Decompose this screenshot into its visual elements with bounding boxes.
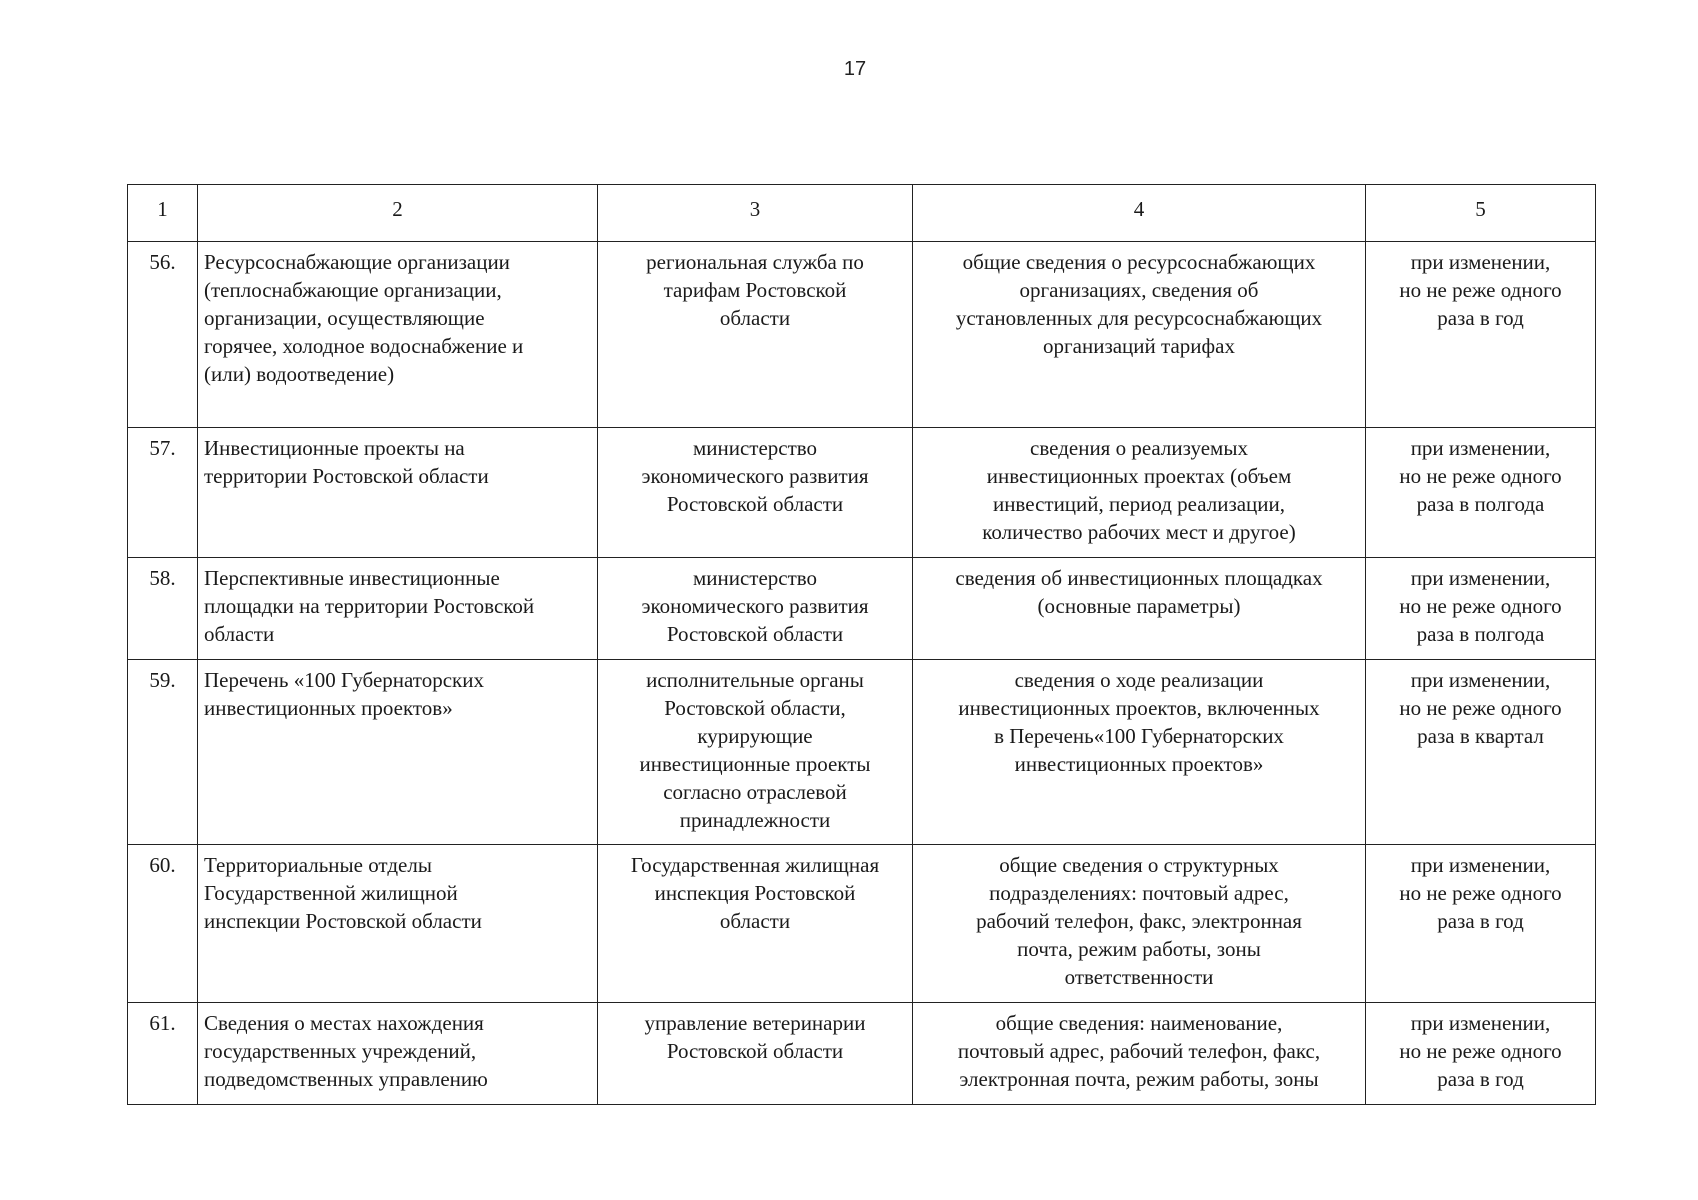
table-header-row <box>128 185 1596 242</box>
table-row <box>128 1003 1596 1105</box>
row-frequency: при изменении, но не реже одного раза в год <box>1366 1003 1596 1105</box>
row-responsible: региональная служба по тарифам Ростовской области <box>598 242 913 428</box>
row-name: Перспективные инвестиционные площадки на территории Ростовской области <box>198 558 598 660</box>
registry-table <box>127 184 1596 1105</box>
column-header: 3 <box>598 185 913 242</box>
row-number: 58. <box>128 558 198 660</box>
table-row <box>128 242 1596 428</box>
row-number: 60. <box>128 845 198 1003</box>
row-responsible: Государственная жилищная инспекция Ростовской области <box>598 845 913 1003</box>
row-responsible: управление ветеринарии Ростовской области <box>598 1003 913 1105</box>
row-number: 61. <box>128 1003 198 1105</box>
row-responsible: исполнительные органы Ростовской области, курирующие инвестиционные проекты согласно отраслевой принадлежности <box>598 660 913 845</box>
row-frequency: при изменении, но не реже одного раза в полгода <box>1366 558 1596 660</box>
table-row <box>128 558 1596 660</box>
table-row <box>128 660 1596 845</box>
row-responsible: министерство экономического развития Ростовской области <box>598 428 913 558</box>
row-content: сведения о ходе реализации инвестиционных проектов, включенных в Перечень«100 Губернаторских инвестиционных проектов» <box>913 660 1366 845</box>
column-header: 1 <box>128 185 198 242</box>
row-content: общие сведения о структурных подразделениях: почтовый адрес, рабочий телефон, факс, электронная почта, режим работы, зоны ответственности <box>913 845 1366 1003</box>
table-row <box>128 428 1596 558</box>
row-frequency: при изменении, но не реже одного раза в год <box>1366 845 1596 1003</box>
row-content: общие сведения: наименование, почтовый адрес, рабочий телефон, факс, электронная почта, режим работы, зоны <box>913 1003 1366 1105</box>
row-number: 56. <box>128 242 198 428</box>
row-name: Инвестиционные проекты на территории Ростовской области <box>198 428 598 558</box>
page-number: 17 <box>843 58 867 80</box>
row-frequency: при изменении, но не реже одного раза в полгода <box>1366 428 1596 558</box>
row-frequency: при изменении, но не реже одного раза в год <box>1366 242 1596 428</box>
row-frequency: при изменении, но не реже одного раза в квартал <box>1366 660 1596 845</box>
row-name: Сведения о местах нахождения государственных учреждений, подведомственных управлению <box>198 1003 598 1105</box>
column-header: 4 <box>913 185 1366 242</box>
row-number: 59. <box>128 660 198 845</box>
column-header: 5 <box>1366 185 1596 242</box>
row-name: Перечень «100 Губернаторских инвестиционных проектов» <box>198 660 598 845</box>
row-name: Ресурсоснабжающие организации (теплоснабжающие организации, организации, осуществляющие горячее, холодное водоснабжение и (или) водоотведение) <box>198 242 598 428</box>
row-name: Территориальные отделы Государственной жилищной инспекции Ростовской области <box>198 845 598 1003</box>
row-number: 57. <box>128 428 198 558</box>
table-row <box>128 845 1596 1003</box>
row-responsible: министерство экономического развития Ростовской области <box>598 558 913 660</box>
row-content: сведения об инвестиционных площадках (основные параметры) <box>913 558 1366 660</box>
row-content: сведения о реализуемых инвестиционных проектах (объем инвестиций, период реализации, количество рабочих мест и другое) <box>913 428 1366 558</box>
column-header: 2 <box>198 185 598 242</box>
row-content: общие сведения о ресурсоснабжающих организациях, сведения об установленных для ресурсоснабжающих организаций тарифах <box>913 242 1366 428</box>
